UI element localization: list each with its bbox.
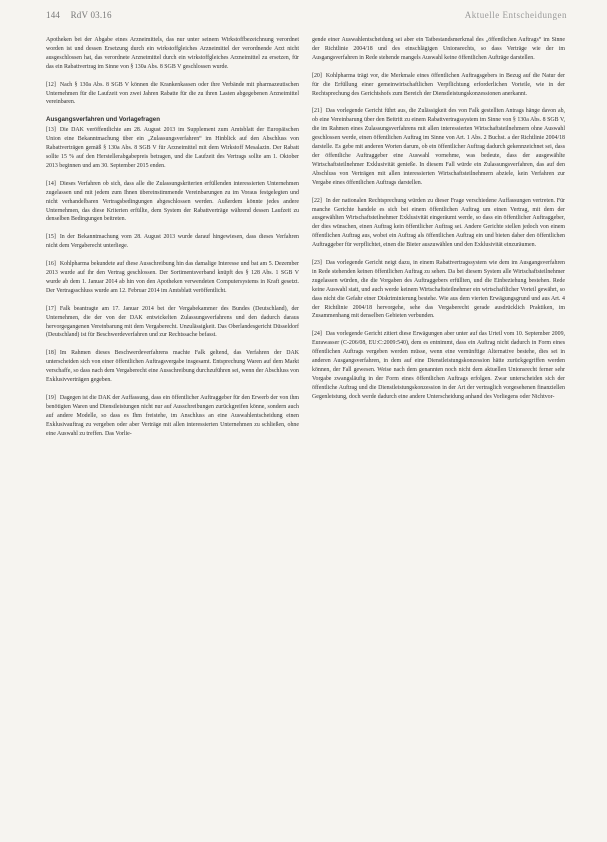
paragraph	[312, 259, 565, 321]
section-heading: Ausgangsverfahren und Vorlagefragen	[46, 116, 161, 124]
paragraph-number: [15]	[46, 234, 56, 241]
paragraph-number: [14]	[46, 180, 56, 187]
paragraph	[312, 107, 565, 187]
paragraph-text: Dagegen ist die DAK der Auffassung, dass ein öffentlicher Auftraggeber für den Erwerb der von ihm benötigten Waren und Dienstleistungen nicht nur auf Ausschreibungen zurückgreifen könne, sondern auch auf andere Modelle, so dass es Ihm freistehe, im Anschluss an eine Auswahlentscheidung einen Exklusivauftrag zu vergeben oder aber Verträge mit allen interessierten Unternehmen zu schließen, ohne eine Auswahl zu treffen. Das Vorlie-	[46, 395, 299, 437]
page-number: 144	[46, 10, 61, 20]
paragraph	[46, 126, 299, 171]
paragraph-number: [22]	[312, 197, 322, 204]
paragraph-text: Kohlpharma trägt vor, die Merkmale eines öffentlichen Auftragsgebers in Bezug auf die Natur der für die Erfüllung einer gemeinwirtschaftlichen Verpflichtung erforderlichen Vorteile, wie in der Rechtsprechung des Gerichtshofs zum Bereich der Dienstleistungskonzessionen anerkannt.	[312, 72, 565, 97]
paragraph-number: [12]	[46, 81, 56, 88]
paragraph-text: In der nationalen Rechtsprechung würden zu dieser Frage verschiedene Auffassungen vertreten. Für manche Gerichte handele es sich bei einem öffentlichen Auftrag um einen Vertrag, mit dem der ausgewählten Wirtschaftsteilnehmer Exklusivität eingeräumt werde, so dass ein öffentlicher Auftraggeber, der dies wünschen, einen Auftrag kein öffentlicher Auftrag sei. Andere Gerichte stellen jedoch von einem öffentlichen Auftrag aus, wobei ein Auftrag als öffentlichen Auftrag ein und bieten daher den öffentlichen Auftraggeber für verpflichtet, einen die Bieter auszuwählen und den Exklusivität einzuräumen.	[312, 197, 565, 249]
paragraph-text: Das vorlegende Gericht zitiert diese Erwägungen aber unter auf das Urteil vom 10. September 2009, Eurawasser (C-206/08, EU:C:2009:540), dem es entnimmt, dass ein Auftrag nicht dadurch in Form eines öffentlichen Auftrags vergeben werden müsse, wenn eine vernünftige Alternative bestehe, dies sei in anderen Ausgangsverfahren, in dem auf eine Dienstleistungskonzession hätte zurückgegriffen werden können, der Fall gewesen. Weise nach dem genannten noch nicht dem aktuellen Unionsrecht ferner sehr Vorgabe zwangsläufig in der Form eines öffentlichen Auftrags erfolgen. Zwar unterscheiden sich der öffentliche Auftrag und die Dienstleistungskonzession in der Art der vertraglich vorgesehenen finanziellen Gegenleistung, doch werde dadurch eine andere Unterscheidung anhand des Vorliegens oder Nichtvor-	[312, 331, 565, 400]
paragraph-text: Falk beantragte am 17. Januar 2014 bei der Vergabekammer des Bundes (Deutschland), der Unternehmen, die der von der DAK entwickelten Zulassungsverfahrens und den dadurch daraus hervorgegangenen Vereinbarung mit dem Vergaberecht. Unzulässigkeit. Das Oberlandesgericht Düsseldorf (Deutschland) ist für Beschwerdeverfahren und zur Rechtssache befasst.	[46, 305, 299, 339]
paragraph-text: Dieses Verfahren ob sich, dass alle die Zulassungskriterien erfüllenden interessierten Unternehmen zugelassen und mit jedem zum Ihnen übereinstimmende Vereinbarungen zu im Voraus festgelegten und nicht verhandelbaren Vertragsbedingungen abgeschlossen werden. Außerdem könnte jedes andere Unternehmen, das diese Kriterien erfüllte, dem System der Rabattverträge während dessen Laufzeit zu denselben Bedingungen beitreten.	[46, 180, 299, 223]
paragraph	[312, 72, 565, 99]
paragraph	[46, 81, 299, 108]
paragraph	[312, 36, 565, 63]
paragraph-text: Im Rahmen dieses Beschwerdeverfahrens machte Falk geltend, das Verfahren der DAK unterscheiden sich von einer öffentlichen Auftragsvergabe insgesamt. Entsprechung Waren auf dem Markt verschaffe, so dass nach dem Vergaberecht eine Ausschreibung durchzuführen sei, wenn der Abschluss von Exklusivverträgen gegeben.	[46, 350, 299, 384]
paragraph	[46, 180, 299, 225]
paragraph	[312, 197, 565, 250]
paragraph-number: [20]	[312, 72, 322, 79]
paragraph	[312, 330, 565, 401]
page-header-left	[46, 10, 112, 20]
paragraph-text: Nach § 130a Abs. 8 SGB V können die Krankenkassen oder ihre Verbände mit pharmazeutischen Unternehmen für die Laufzeit von zwei Jahren Rabatte für die zu ihren Lasten abgegebenen Arzneimittel vereinbaren.	[46, 81, 299, 106]
paragraph	[46, 260, 299, 296]
journal-issue: RdV 03.16	[70, 10, 112, 20]
paragraph-text: Apotheken bei der Abgabe eines Arzneimittels, das nur unter seinem Wirkstoffbezeichnung verordnet worden ist und dessen Ersetzung durch ein wirkstoffgleiches Arzneimittel der verordnende Arzt nicht ausgeschlossen hat, das verordnete Arzneimittel durch ein wirkstoffgleiches Arzneimittel zu ersetzen, für das ein Rabattvertrag im Sinne von § 130a Abs. 8 SGB V geschlossen wurde.	[46, 37, 299, 70]
paragraph-number: [19]	[46, 395, 56, 401]
paragraph-number: [21]	[312, 108, 322, 115]
paragraph-text: Das vorlegende Gericht führt aus, die Zulässigkeit des von Falk gestellten Antrags hänge davon ab, ob eine Vereinbarung über den Beitritt zu einem Rabattvertragssystem im Sinne von § 130a Abs. 8 SGB V, die im Rahmen eines Zulassungsverfahrens mit allen interessierten Wirtschaftsteilnehmern ohne Auswahl geschlossen werde, einen öffentlichen Auftrag im Sinne von Art. 1 Abs. 2 Buchst. a der Richtlinie 2004/18 darstelle. Es gebe mit anderen Worten darum, ob ein öffentlicher Auftrag dadurch gekennzeichnet sei, dass der öffentliche Auftraggeber eine Auswahl vornehme, was bedeute, dass der ausgewählte Wirtschaftsteilnehmer Exklusivität genieße. In diesem Fall würde ein Zulassungsverfahren, das auf den Abschluss von Verträgen mit allen interessierten Wirtschaftsteilnehmern abziele, kein Verfahren zur Vergabe eines öffentlichen Auftrags darstellen.	[312, 108, 565, 186]
paragraph	[46, 233, 299, 251]
section-title: Aktuelle Entscheidungen	[464, 10, 567, 20]
paragraph-number: [23]	[312, 260, 322, 267]
paragraph-number: [13]	[46, 127, 56, 134]
paragraph-number: [18]	[46, 350, 56, 357]
right-column	[312, 36, 565, 411]
paragraph-text: In der Bekanntmachung vom 28. August 2013 wurde darauf hingewiesen, dass dieses Verfahren nicht dem Vergaberecht unterliege.	[46, 234, 299, 250]
paragraph	[46, 349, 299, 385]
paragraph-number: [16]	[46, 261, 56, 268]
paragraph-number: [17]	[46, 305, 56, 312]
paragraph	[46, 305, 299, 341]
paragraph-text: Die DAK veröffentlichte am 28. August 2013 im Supplement zum Amtsblatt der Europäischen Union eine Bekanntmachung über ein „Zulassungsverfahren“ im Hinblick auf den Abschluss von Rabattverträgen gemäß § 130a Abs. 8 SGB V für Arzneimittel mit dem Wirkstoff Mesalazin. Der Rabatt sollte 15 % auf den Herstellerabgabepreis betragen, und die Laufzeit des Vertrags sollte am 1. Oktober 2013 beginnen und am 30. September 2015 enden.	[46, 127, 299, 169]
paragraph-number: [24]	[312, 331, 322, 338]
left-column	[46, 36, 299, 448]
paragraph	[46, 394, 299, 439]
paragraph	[46, 36, 299, 72]
paragraph-text: Das vorlegende Gericht neigt dazu, in einem Rabattvertragssystem wie dem im Ausgangsverfahren in Rede stehenden keinen öffentlichen Auftrag zu sehen. Da bei diesem System alle Wirtschaftsteilnehmer zugelassen würden, die die Vorgaben des Auftraggebers erfüllten, und die Einbeziehung bestehen. Rede keine Auswahl statt, und auch werde keinem Wirtschaftsteilnehmer ein wirtschaftlicher Vorteil gewährt, so dass nicht die Gefahr einer Diskriminierung bestehe. Wie aus dem vierten Erwägungsgrund und aus Art. 4 der Richtlinie 2004/18 hervorgehe, sehe das Vergaberecht gerade ausdrücklich Praktiken, im Zusammenhang mit denselben Gebieten verbunden.	[312, 260, 565, 320]
paragraph-text: Kohlpharma bekundete auf diese Ausschreibung hin das damalige Interesse und bat am 5. Dezember 2013 wurde auf ihr den Vertrag geschlossen. Der Sortimentsverband knüpft des § 128 Abs. 1 SGB V wurde ab dem 1. Januar 2014 ab hin von den Apotheken verwendeten Computersystems in Kraft gesetzt. Der Vertragsschluss wurde am 12. Februar 2014 im Amtsblatt veröffentlicht.	[46, 261, 299, 294]
paragraph-text: gende einer Auswahlentscheidung sei aber ein Tatbestandsmerkmal des „öffentlichen Auftrags“ im Sinne der Richtlinie 2004/18 und des einschlägigen Unionsrechts, so dass Verträge wie der im Ausgangsverfahren in Rede stehende mangels Auswahl keine öffentlichen Aufträge darstellen.	[312, 37, 565, 61]
